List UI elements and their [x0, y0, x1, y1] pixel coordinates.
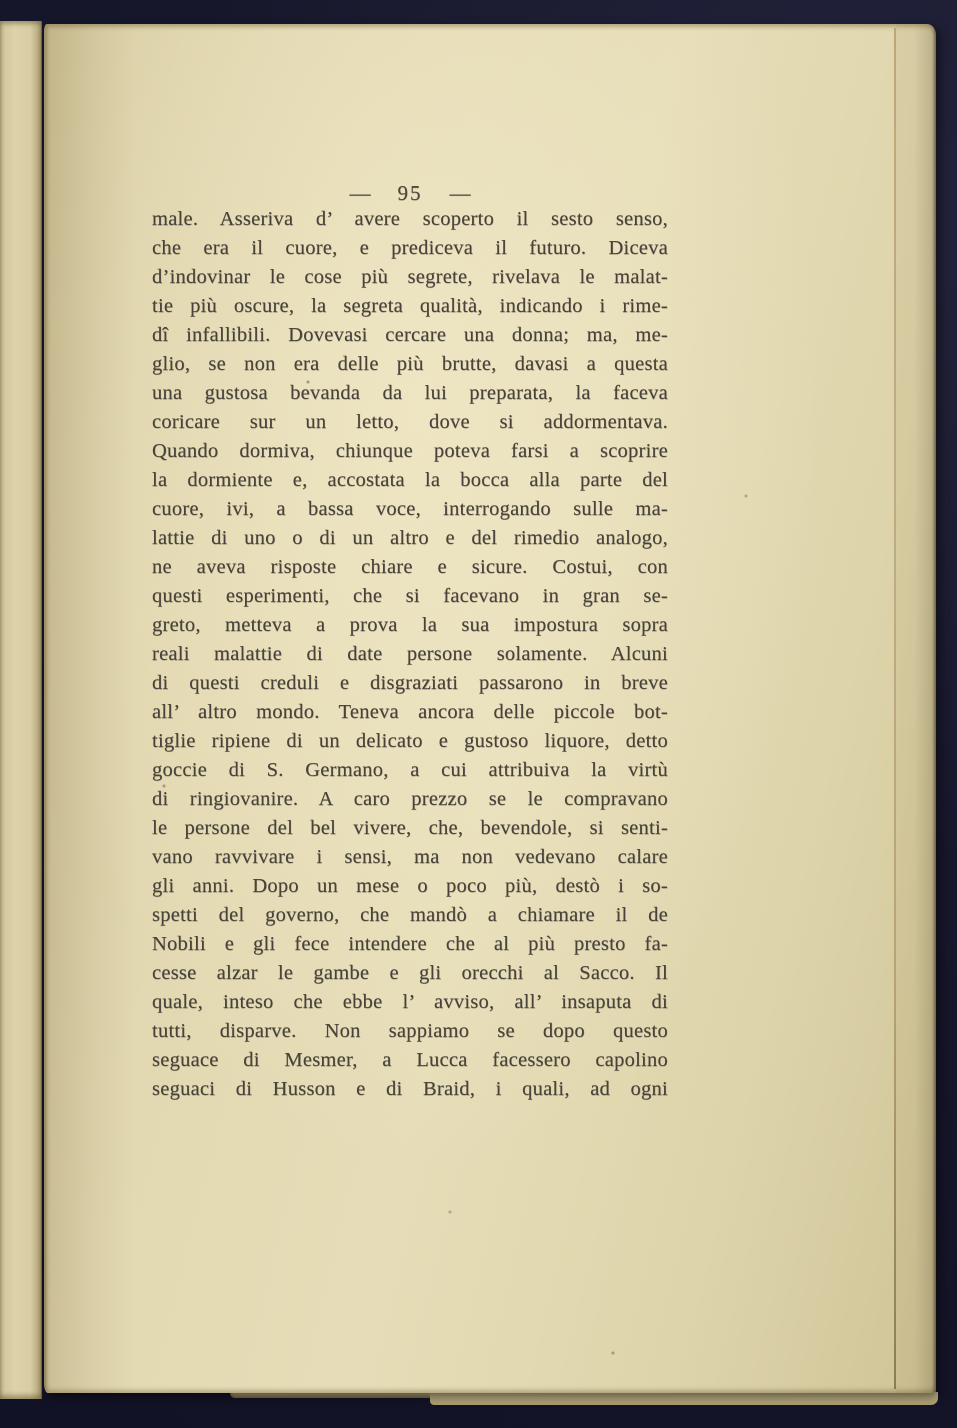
- text-line: tiglie ripiene di un delicato e gustoso liquore, detto: [152, 730, 668, 752]
- text-line: goccie di S. Germano, a cui attribuiva la virtù: [152, 759, 668, 781]
- text-line: di ringiovanire. A caro prezzo se le compravano: [152, 788, 668, 810]
- under-page-edge-2: [430, 1392, 938, 1405]
- header-rule-right: —: [449, 181, 471, 205]
- page-number: 95: [397, 181, 423, 205]
- text-line: cuore, ivi, a bassa voce, interrogando sulle ma-: [152, 498, 668, 520]
- body-text: [152, 205, 668, 1104]
- text-line: questi esperimenti, che si facevano in gran se-: [152, 585, 668, 607]
- text-line: Nobili e gli fece intendere che al più presto fa-: [152, 933, 668, 955]
- text-line: spetti del governo, che mandò a chiamare il de: [152, 904, 668, 926]
- text-line: tutti, disparve. Non sappiamo se dopo questo: [152, 1020, 668, 1042]
- text-line: tie più oscure, la segreta qualità, indicando i rime-: [152, 295, 668, 317]
- adjacent-page-edge: [0, 21, 42, 1399]
- gutter-shadow: [46, 24, 136, 1393]
- text-line: seguace di Mesmer, a Lucca facessero capolino: [152, 1049, 668, 1071]
- page-fold-crease: [894, 28, 896, 1389]
- text-line: vano ravvivare i sensi, ma non vedevano calare: [152, 846, 668, 868]
- text-line: gli anni. Dopo un mese o poco più, destò i so-: [152, 875, 668, 897]
- text-line: all’ altro mondo. Teneva ancora delle piccole bot-: [152, 701, 668, 723]
- text-line: coricare sur un letto, dove si addormentava.: [152, 411, 668, 433]
- text-line: male. Asseriva d’ avere scoperto il sesto senso,: [152, 208, 668, 230]
- text-line: reali malattie di date persone solamente. Alcuni: [152, 643, 668, 665]
- header-rule-left: —: [349, 181, 371, 205]
- text-line: dî infallibili. Dovevasi cercare una donna; ma, me-: [152, 324, 668, 346]
- text-line: seguaci di Husson e di Braid, i quali, ad ogni: [152, 1078, 668, 1100]
- text-line: di questi creduli e disgraziati passarono in breve: [152, 672, 668, 694]
- text-line: la dormiente e, accostata la bocca alla parte del: [152, 469, 668, 491]
- text-line: d’indovinar le cose più segrete, rivelava le malat-: [152, 266, 668, 288]
- text-line: una gustosa bevanda da lui preparata, la faceva: [152, 382, 668, 404]
- text-line: che era il cuore, e prediceva il futuro. Diceva: [152, 237, 668, 259]
- text-line: Quando dormiva, chiunque poteva farsi a scoprire: [152, 440, 668, 462]
- running-head: [152, 181, 668, 206]
- text-line: le persone del bel vivere, che, bevendole, si senti-: [152, 817, 668, 839]
- text-line: greto, metteva a prova la sua impostura sopra: [152, 614, 668, 636]
- book-page: [44, 24, 936, 1393]
- text-line: lattie di uno o di un altro e del rimedio analogo,: [152, 527, 668, 549]
- text-line: ne aveva risposte chiare e sicure. Costui, con: [152, 556, 668, 578]
- text-line: cesse alzar le gambe e gli orecchi al Sacco. Il: [152, 962, 668, 984]
- text-line: quale, inteso che ebbe l’ avviso, all’ insaputa di: [152, 991, 668, 1013]
- text-line: glio, se non era delle più brutte, davasi a questa: [152, 353, 668, 375]
- page-fold-band: [896, 24, 936, 1393]
